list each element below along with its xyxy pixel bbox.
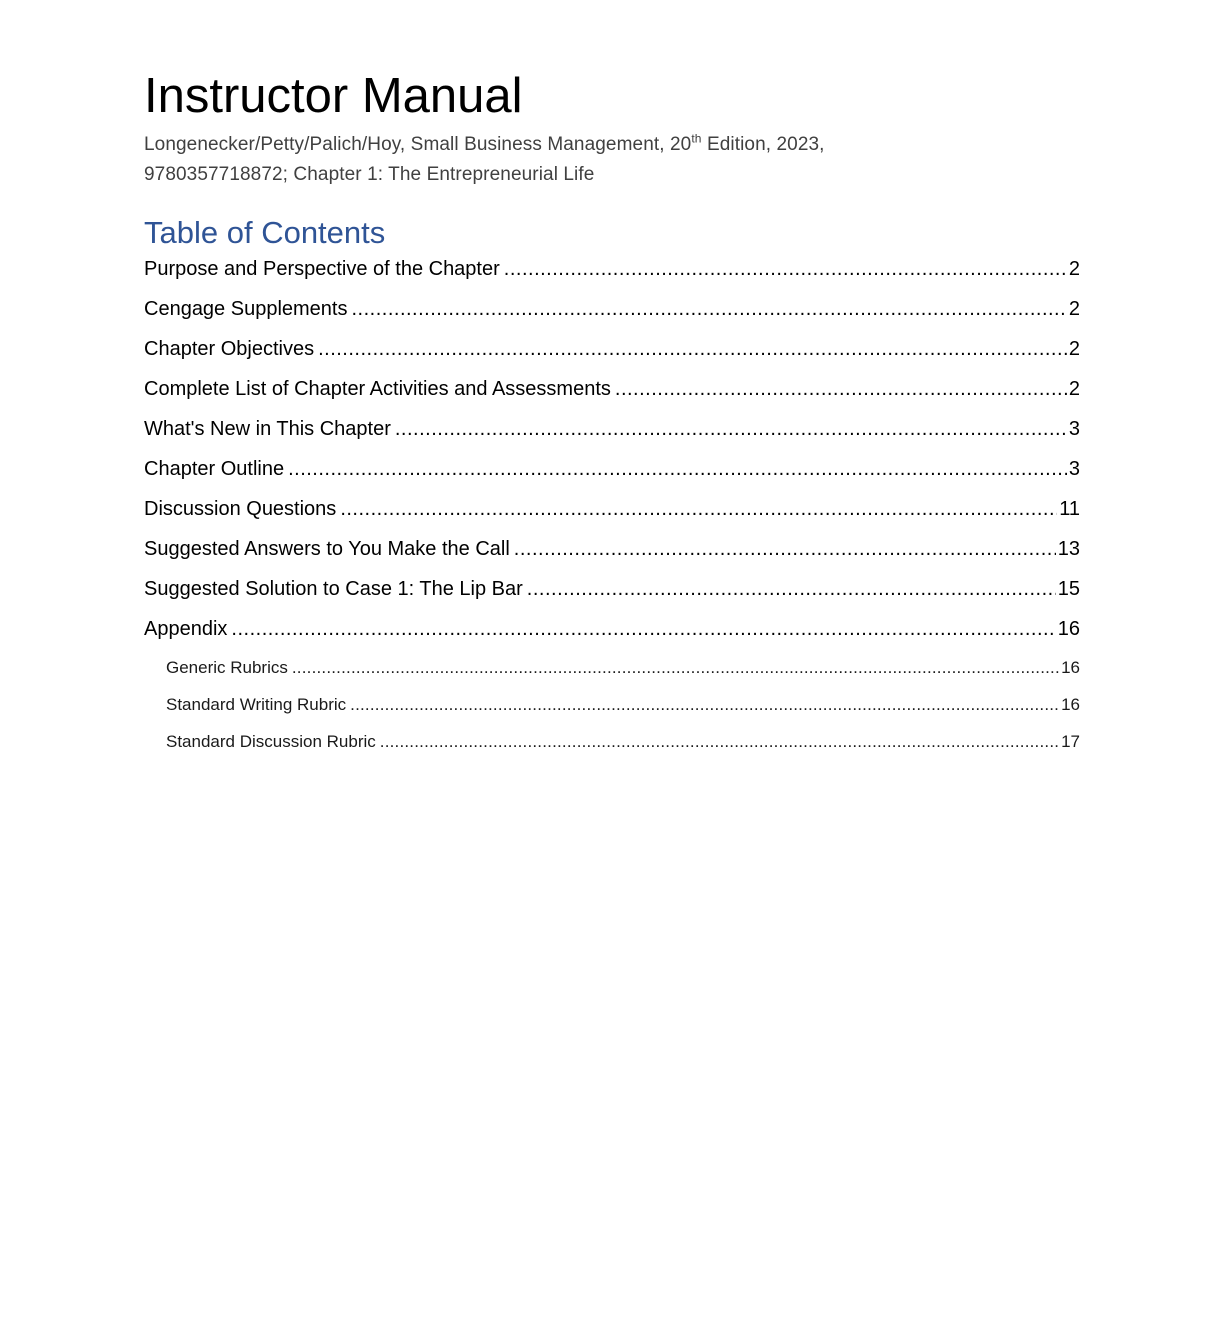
document-subtitle [144, 130, 1080, 190]
toc-entry-page: 11 [1059, 498, 1080, 521]
toc-entry-purpose[interactable] [144, 249, 1080, 289]
document-page [144, 70, 1080, 760]
document-title: Instructor Manual [144, 69, 523, 123]
toc-entry-label: What's New in This Chapter [144, 418, 391, 441]
toc-dot-leader [514, 529, 1056, 569]
toc-dot-leader [350, 686, 1059, 723]
subtitle-line-1-text: Longenecker/Petty/Palich/Hoy, Small Business Management, 20 [144, 133, 692, 155]
toc-entry-label: Complete List of Chapter Activities and Assessments [144, 378, 611, 401]
toc-entry-label: Chapter Objectives [144, 338, 315, 361]
toc-dot-leader [288, 449, 1067, 489]
toc-list [144, 249, 1080, 760]
toc-entry-discussion-questions[interactable] [144, 489, 1080, 529]
toc-entry-page: 15 [1057, 578, 1080, 601]
toc-subentry-generic-rubrics[interactable] [144, 649, 1080, 686]
subtitle-line-2: 9780357718872; Chapter 1: The Entrepreneurial Life [144, 163, 595, 185]
toc-entry-case-1[interactable] [144, 569, 1080, 609]
toc-subentry-label: Generic Rubrics [166, 658, 288, 678]
toc-entry-label: Cengage Supplements [144, 298, 348, 321]
toc-subentry-page: 16 [1061, 695, 1080, 715]
toc-dot-leader [340, 489, 1057, 529]
toc-entry-page: 2 [1068, 258, 1080, 281]
toc-dot-leader [395, 409, 1067, 449]
toc-subentry-label: Standard Writing Rubric [166, 695, 347, 715]
toc-dot-leader [504, 249, 1067, 289]
edition-superscript: th [691, 131, 702, 146]
toc-entry-label: Purpose and Perspective of the Chapter [144, 258, 500, 281]
toc-entry-label: Suggested Answers to You Make the Call [144, 538, 510, 561]
toc-entry-page: 16 [1057, 618, 1080, 641]
toc-dot-leader [527, 569, 1056, 609]
toc-entry-whats-new[interactable] [144, 409, 1080, 449]
toc-entry-page: 3 [1068, 418, 1080, 441]
toc-entry-chapter-outline[interactable] [144, 449, 1080, 489]
toc-entry-appendix[interactable] [144, 609, 1080, 649]
toc-entry-page: 2 [1068, 298, 1080, 321]
toc-dot-leader [380, 723, 1059, 760]
toc-dot-leader [231, 609, 1055, 649]
toc-heading: Table of Contents [144, 214, 386, 250]
subtitle-line-1 [144, 130, 1080, 160]
subtitle-line-1-tail: Edition, 2023, [701, 133, 825, 155]
toc-entry-label: Chapter Outline [144, 458, 285, 481]
toc-subentry-discussion-rubric[interactable] [144, 723, 1080, 760]
toc-dot-leader [615, 369, 1067, 409]
toc-entry-chapter-objectives[interactable] [144, 329, 1080, 369]
toc-entry-page: 3 [1068, 458, 1080, 481]
toc-dot-leader [292, 649, 1059, 686]
toc-subentry-page: 16 [1061, 658, 1080, 678]
toc-dot-leader [318, 329, 1067, 369]
toc-entry-label: Appendix [144, 618, 228, 641]
toc-dot-leader [351, 289, 1066, 329]
toc-entry-page: 2 [1068, 378, 1080, 401]
toc-subentry-page: 17 [1061, 732, 1080, 752]
toc-entry-you-make-the-call[interactable] [144, 529, 1080, 569]
toc-entry-activities-assessments[interactable] [144, 369, 1080, 409]
toc-entry-page: 13 [1057, 538, 1080, 561]
toc-entry-cengage-supplements[interactable] [144, 289, 1080, 329]
toc-subentry-writing-rubric[interactable] [144, 686, 1080, 723]
toc-entry-label: Discussion Questions [144, 498, 337, 521]
toc-entry-page: 2 [1068, 338, 1080, 361]
toc-entry-label: Suggested Solution to Case 1: The Lip Bar [144, 578, 523, 601]
toc-subentry-label: Standard Discussion Rubric [166, 732, 376, 752]
